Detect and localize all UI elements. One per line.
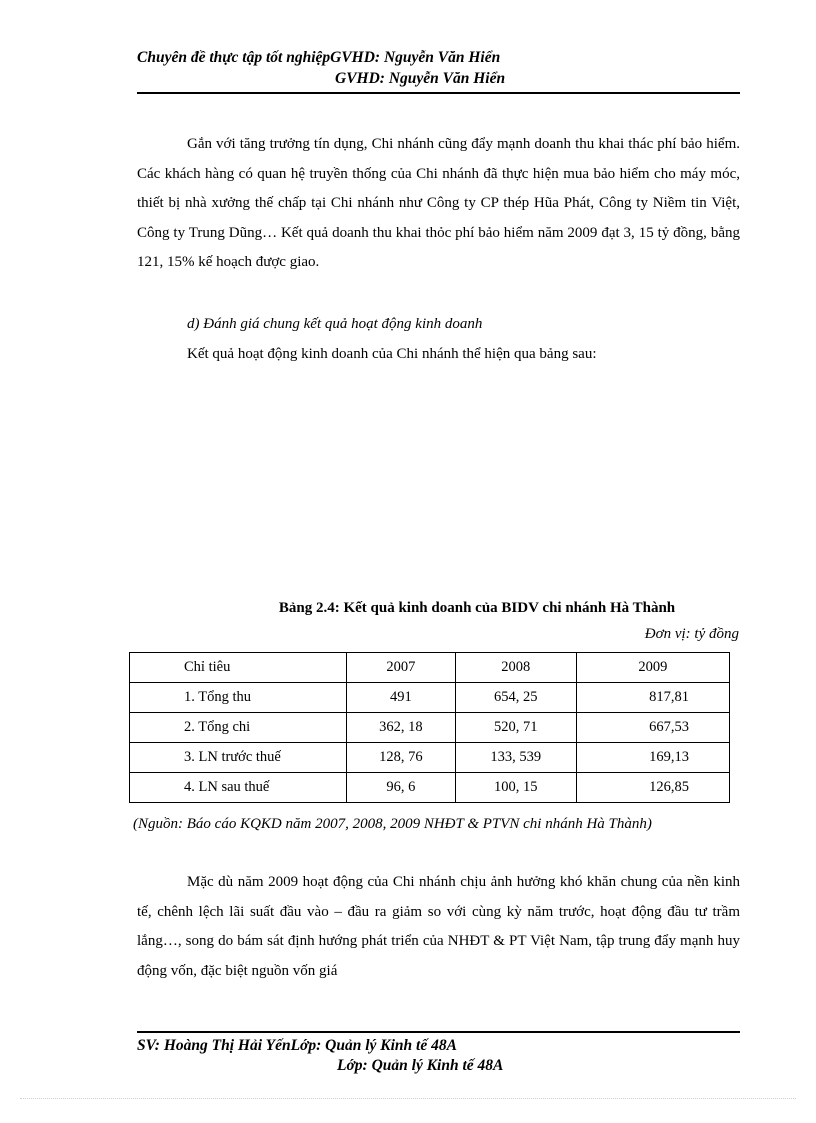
header-supervisor: GVHD: Nguyễn Văn Hiển xyxy=(335,70,506,87)
cell-value: 96, 6 xyxy=(347,773,456,803)
table-intro-text: Kết quả hoạt động kinh doanh của Chi nhánh thể hiện qua bảng sau: xyxy=(187,346,597,362)
footer-student: SV: Hoàng Thị Hải YếnLớp: Quản lý Kinh tế 48A xyxy=(137,1037,457,1054)
table-row xyxy=(130,743,730,773)
header-cell-2008: 2008 xyxy=(455,653,576,683)
paragraph-2009-performance: Mặc dù năm 2009 hoạt động của Chi nhánh chịu ảnh hưởng khó khăn chung của nền kinh tế, chênh lệch lãi suất đầu vào – đầu ra giảm so với cùng kỳ năm trước, hoạt động đầu tư trầm lắng…, song do bám sát định hướng phát triển của NHĐT & PT Việt Nam, tập trung đẩy mạnh huy động vốn, đặc biệt nguồn vốn giá xyxy=(137,874,740,979)
cell-value: 126,85 xyxy=(576,773,729,803)
footer-class: Lớp: Quản lý Kinh tế 48A xyxy=(337,1057,504,1074)
table-row xyxy=(130,773,730,803)
row-label: 2. Tổng chi xyxy=(130,713,347,743)
cell-value: 667,53 xyxy=(576,713,729,743)
cell-value: 133, 539 xyxy=(455,743,576,773)
header-cell-2009: 2009 xyxy=(576,653,729,683)
header-rule xyxy=(137,92,740,94)
row-label: 3. LN trước thuế xyxy=(130,743,347,773)
header-cell-indicator: Chỉ tiêu xyxy=(130,653,347,683)
cell-value: 362, 18 xyxy=(347,713,456,743)
table-source-note: (Nguồn: Báo cáo KQKD năm 2007, 2008, 2009 NHĐT & PTVN chi nhánh Hà Thành) xyxy=(133,816,652,832)
table-unit: Đơn vị: tỷ đồng xyxy=(644,626,739,642)
table-caption: Bảng 2.4: Kết quả kinh doanh của BIDV chi nhánh Hà Thành xyxy=(278,600,676,616)
cell-value: 817,81 xyxy=(576,683,729,713)
cell-value: 520, 71 xyxy=(455,713,576,743)
header-cell-2007: 2007 xyxy=(347,653,456,683)
section-heading-d: d) Đánh giá chung kết quả hoạt động kinh doanh xyxy=(187,316,483,332)
paragraph-insurance-revenue: Gắn với tăng trưởng tín dụng, Chi nhánh cũng đẩy mạnh doanh thu khai thác phí bảo hiểm. Các khách hàng có quan hệ truyền thống của Chi nhánh đã thực hiện mua bảo hiểm cho máy móc, thiết bị nhà xưởng thế chấp tại Chi nhánh như Công ty CP thép Hũa Phát, Công ty Niềm tin Việt, Công ty Trung Dũng… Kết quả doanh thu khai thỏc phí bảo hiểm năm 2009 đạt 3, 15 tỷ đồng, bằng 121, 15% kế hoạch được giao. xyxy=(137,136,740,271)
cell-value: 169,13 xyxy=(576,743,729,773)
cell-value: 491 xyxy=(347,683,456,713)
table-row xyxy=(130,713,730,743)
cell-value: 654, 25 xyxy=(455,683,576,713)
row-label: 4. LN sau thuế xyxy=(130,773,347,803)
table-header-row xyxy=(130,653,730,683)
row-label: 1. Tổng thu xyxy=(130,683,347,713)
header-title: Chuyên đề thực tập tốt nghiệpGVHD: Nguyễn Văn Hiển xyxy=(137,49,501,66)
cell-value: 128, 76 xyxy=(347,743,456,773)
cell-value: 100, 15 xyxy=(455,773,576,803)
footer-rule xyxy=(137,1031,740,1033)
page-bottom-border xyxy=(20,1098,796,1099)
business-results-table xyxy=(129,652,730,803)
table-row xyxy=(130,683,730,713)
